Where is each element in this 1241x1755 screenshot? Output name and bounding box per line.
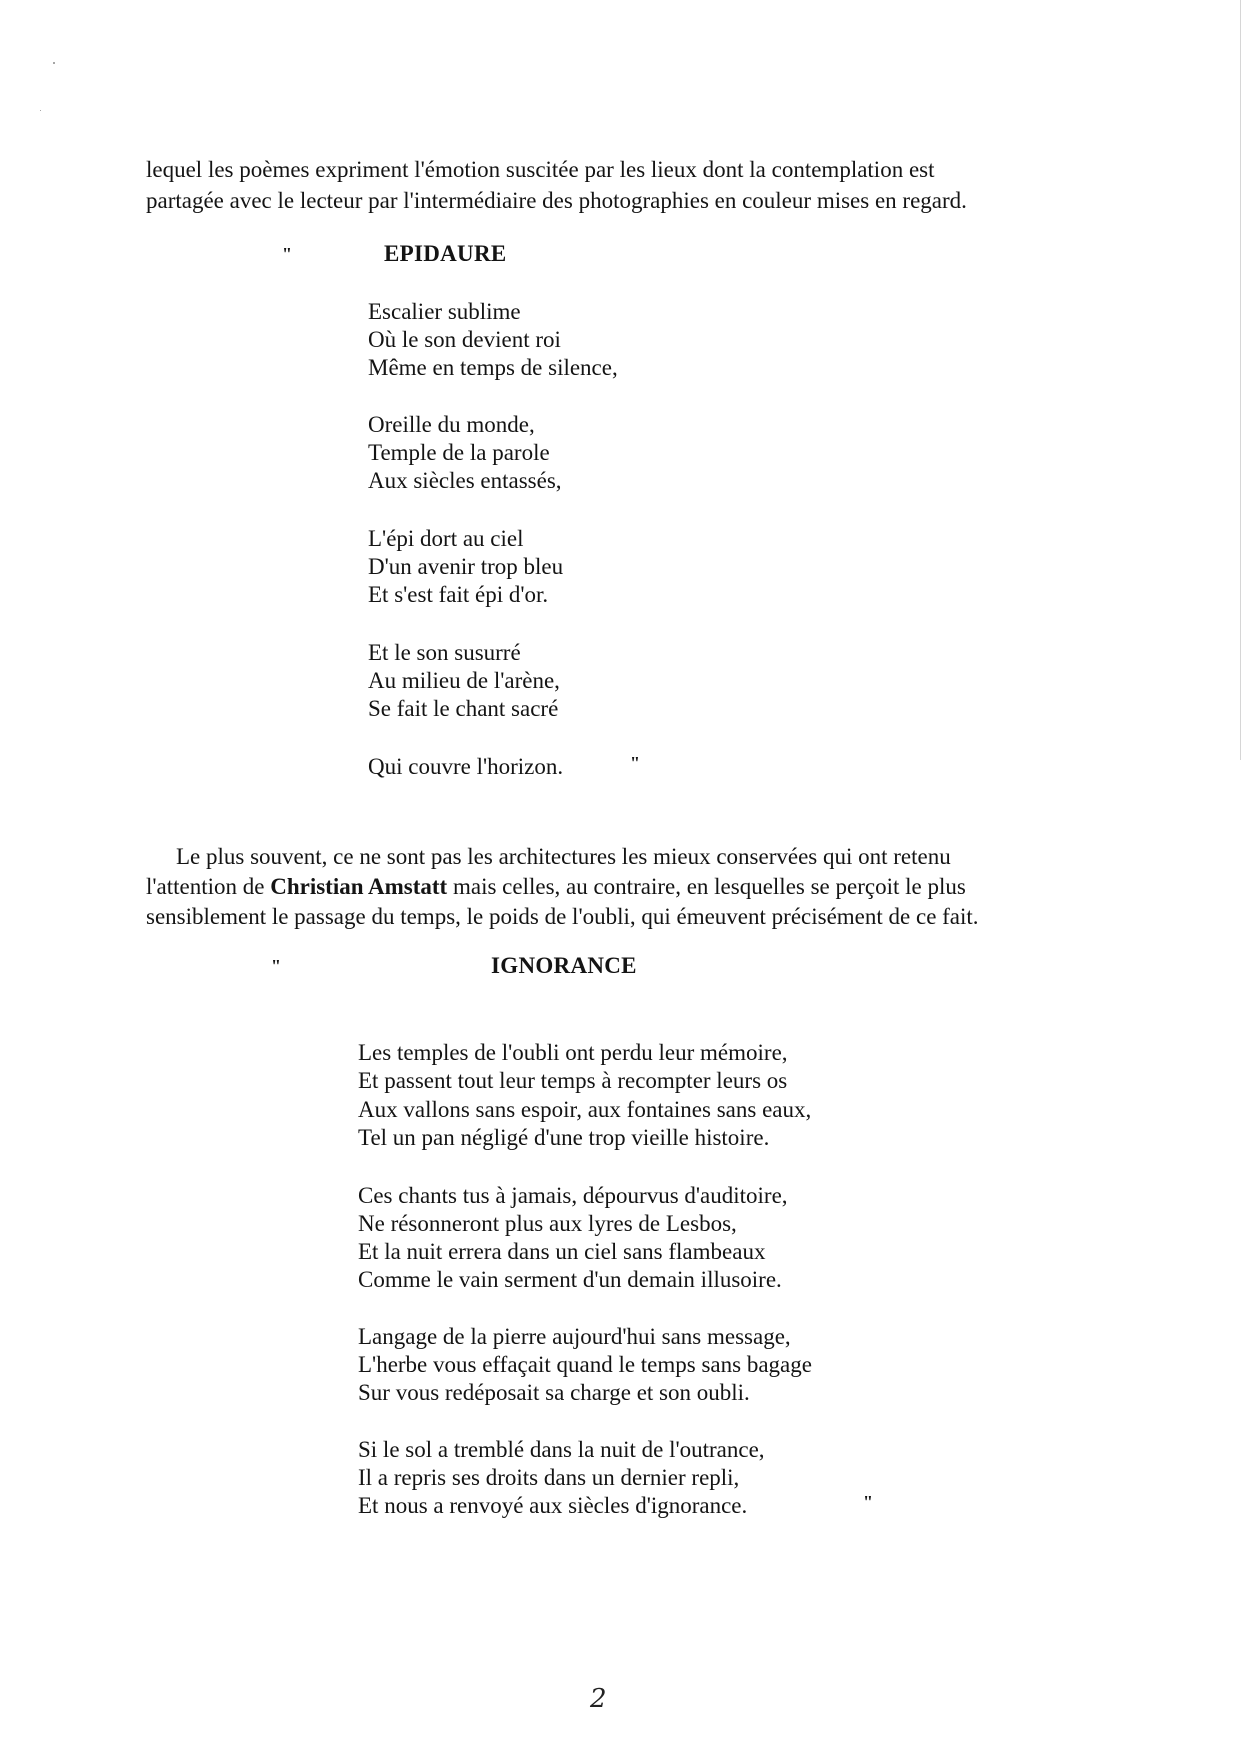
poem-2-line: Aux vallons sans espoir, aux fontaines sans eaux, bbox=[358, 1097, 812, 1122]
poem-1-line: Qui couvre l'horizon. bbox=[368, 754, 564, 779]
poem-1-line: Où le son devient roi bbox=[368, 327, 561, 352]
poem-2-line: Si le sol a tremblé dans la nuit de l'outrance, bbox=[358, 1437, 765, 1462]
poem-1-title: EPIDAURE bbox=[384, 241, 507, 266]
author-name: Christian Amstatt bbox=[270, 874, 448, 899]
poem-1-line: Se fait le chant sacré bbox=[368, 696, 559, 721]
poem-1-open-quote: " bbox=[282, 244, 292, 264]
poem-2-line: Sur vous redéposait sa charge et son oubli. bbox=[358, 1380, 750, 1405]
poem-1-line: Au milieu de l'arène, bbox=[368, 668, 560, 693]
poem-2-line: Les temples de l'oubli ont perdu leur mémoire, bbox=[358, 1040, 788, 1065]
intro-line-2: partagée avec le lecteur par l'intermédiaire des photographies en couleur mises en regard. bbox=[146, 188, 967, 213]
poem-2-line: Et passent tout leur temps à recompter leurs os bbox=[358, 1068, 788, 1093]
poem-2-line: Et la nuit errera dans un ciel sans flambeaux bbox=[358, 1239, 766, 1264]
poem-2-open-quote: " bbox=[271, 956, 281, 976]
middle-line-1: Le plus souvent, ce ne sont pas les architectures les mieux conservées qui ont retenu bbox=[176, 844, 951, 869]
poem-1-line: Oreille du monde, bbox=[368, 412, 535, 437]
poem-2-line: L'herbe vous effaçait quand le temps sans bagage bbox=[358, 1352, 812, 1377]
poem-1-line: Et le son susurré bbox=[368, 640, 521, 665]
intro-line-1: lequel les poèmes expriment l'émotion suscitée par les lieux dont la contemplation est bbox=[146, 157, 935, 182]
middle-line-2-start: l'attention de bbox=[146, 874, 271, 899]
poem-1-line: Temple de la parole bbox=[368, 440, 550, 465]
scan-speck bbox=[40, 110, 41, 111]
poem-1-line: Escalier sublime bbox=[368, 299, 521, 324]
scan-speck bbox=[53, 62, 55, 64]
poem-2-line: Ces chants tus à jamais, dépourvus d'auditoire, bbox=[358, 1183, 788, 1208]
poem-2-line: Comme le vain serment d'un demain illusoire. bbox=[358, 1267, 782, 1292]
poem-2-line: Et nous a renvoyé aux siècles d'ignorance. bbox=[358, 1493, 748, 1518]
poem-1-line: L'épi dort au ciel bbox=[368, 526, 524, 551]
poem-1-line: Même en temps de silence, bbox=[368, 355, 618, 380]
poem-2-line: Ne résonneront plus aux lyres de Lesbos, bbox=[358, 1211, 737, 1236]
middle-line-2 bbox=[146, 872, 966, 901]
poem-1-line: Aux siècles entassés, bbox=[368, 468, 562, 493]
poem-2-line: Langage de la pierre aujourd'hui sans message, bbox=[358, 1324, 791, 1349]
poem-2-close-quote: " bbox=[863, 1492, 873, 1512]
poem-1-close-quote: " bbox=[630, 753, 640, 773]
poem-1-line: D'un avenir trop bleu bbox=[368, 554, 564, 579]
poem-2-title: IGNORANCE bbox=[491, 953, 637, 978]
poem-1-line: Et s'est fait épi d'or. bbox=[368, 582, 549, 607]
middle-line-3: sensiblement le passage du temps, le poids de l'oubli, qui émeuvent précisément de ce fait. bbox=[146, 904, 979, 929]
page-number: 2 bbox=[590, 1684, 607, 1714]
middle-line-2-end: mais celles, au contraire, en lesquelles se perçoit le plus bbox=[447, 874, 966, 899]
poem-2-line: Tel un pan négligé d'une trop vieille histoire. bbox=[358, 1125, 770, 1150]
poem-2-line: Il a repris ses droits dans un dernier repli, bbox=[358, 1465, 740, 1490]
